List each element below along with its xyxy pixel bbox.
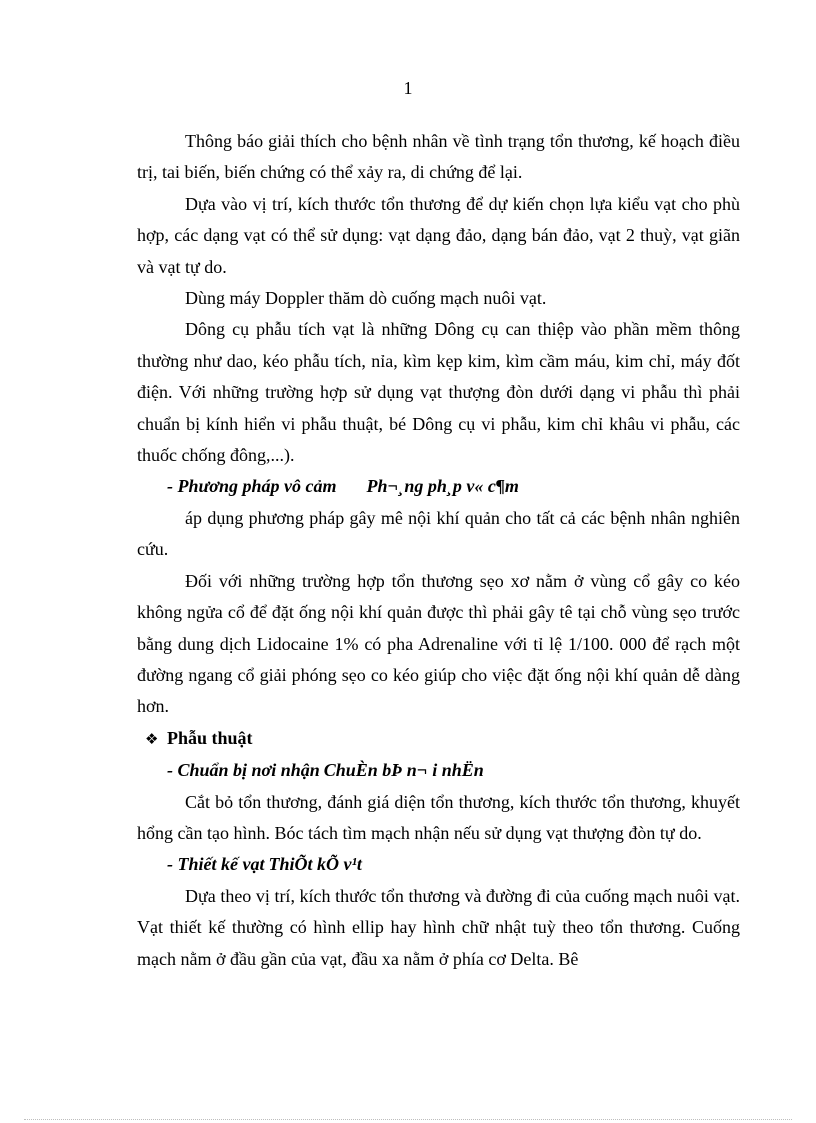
subheading-text: - Chuẩn bị nơi nhận — [167, 760, 320, 781]
subheading-flap-design — [137, 849, 740, 880]
subheading-garbled-text: Ph¬¸ng ph¸p v« c¶m — [366, 476, 519, 497]
paragraph: Đối với những trường hợp tổn thương sẹo xơ nằm ở vùng cổ gây co kéo không ngửa cổ để đặt ống nội khí quản được thì phải gây tê tại chỗ vùng sẹo trước bằng dung dịch Lidocaine 1% có pha Adrenaline với tỉ lệ 1/100. 000 để rạch một đường ngang cổ giải phóng sẹo co kéo giúp cho việc đặt ống nội khí quản dễ dàng hơn. — [137, 570, 740, 717]
paragraph: Dựa vào vị trí, kích thước tổn thương để dự kiến chọn lựa kiểu vạt cho phù hợp, các dạng vạt có thể sử dụng: vạt dạng đảo, dạng bán đảo, vạt 2 thuỳ, vạt giãn và vạt tự do. — [137, 193, 740, 277]
page-number: 1 — [403, 78, 413, 98]
document-body — [137, 126, 740, 975]
paragraph: Cắt bỏ tổn thương, đánh giá diện tổn thương, kích thước tổn thương, khuyết hổng cần tạo hình. Bóc tách tìm mạch nhận nếu sử dụng vạt thượng đòn tự do. — [137, 791, 740, 843]
section-heading-surgery — [137, 723, 740, 755]
paragraph: Dông cụ phẫu tích vạt là những Dông cụ can thiệp vào phần mềm thông thường như dao, kéo phẫu tích, nỉa, kìm kẹp kim, kìm cầm máu, kim chỉ, máy đốt điện. Với những trường hợp sử dụng vạt thượng đòn dưới dạng vi phẫu thì phải chuẩn bị kính hiển vi phẫu thuật, bé Dông cụ vi phẫu, kim chỉ khâu vi phẫu, các thuốc chống đông,...). — [137, 319, 740, 466]
subheading-recipient-site — [137, 755, 740, 786]
section-heading-text: Phẫu thuật — [167, 727, 253, 748]
subheading-text: - Phương pháp vô cảm — [167, 476, 337, 497]
subheading-garbled-text: ChuÈn bÞ n¬ i nhËn — [323, 760, 484, 781]
page-divider — [24, 1119, 792, 1120]
paragraph: Dựa theo vị trí, kích thước tổn thương và đường đi của cuống mạch nuôi vạt. Vạt thiết kế thường có hình ellip hay hình chữ nhật tuỳ theo tổn thương. Cuống mạch nằm ở đầu gần của vạt, đầu xa nằm ở phía cơ Delta. Bê — [137, 885, 740, 969]
subheading-text: - Thiết kế vạt — [167, 854, 265, 875]
paragraph: áp dụng phương pháp gây mê nội khí quản cho tất cả các bệnh nhân nghiên cứu. — [137, 507, 740, 560]
subheading-garbled-text: ThiÕt kÕ v¹t — [268, 854, 362, 875]
diamond-bullet-icon: ❖ — [145, 729, 159, 748]
paragraph: Thông báo giải thích cho bệnh nhân về tình trạng tổn thương, kế hoạch điều trị, tai biến, biến chứng có thể xảy ra, di chứng để lại. — [137, 131, 740, 183]
paragraph: Dùng máy Doppler thăm dò cuống mạch nuôi vạt. — [185, 288, 547, 309]
subheading-anesthesia — [137, 471, 740, 502]
